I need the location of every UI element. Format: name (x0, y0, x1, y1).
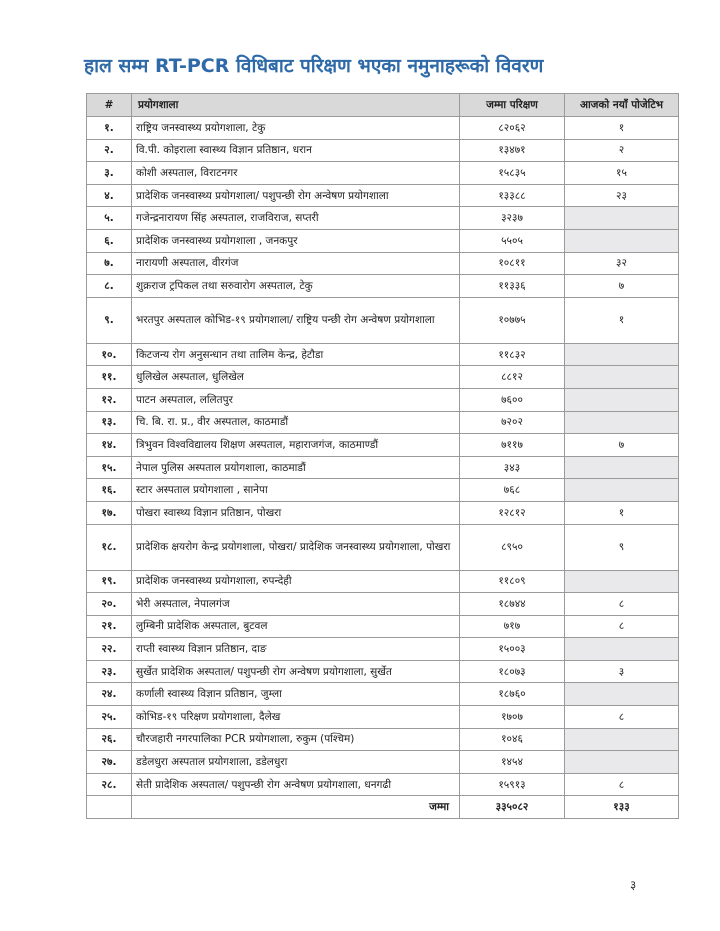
row-laboratory: भेरी अस्पताल, नेपालगंज (132, 593, 460, 616)
row-total-tests: १७०७ (460, 706, 565, 729)
row-number: १७. (87, 501, 132, 524)
row-new-positive: २३ (565, 184, 679, 207)
row-number: १०. (87, 343, 132, 366)
row-laboratory: प्रादेशिक जनस्वास्थ्य प्रयोगशाला, रुपन्देही (132, 570, 460, 593)
row-laboratory: धुलिखेल अस्पताल, धुलिखेल (132, 366, 460, 389)
row-total-tests: १०७७५ (460, 297, 565, 343)
row-total-tests: १०८११ (460, 252, 565, 275)
row-number: २४. (87, 683, 132, 706)
row-total-tests: १५८३५ (460, 162, 565, 185)
row-total-tests: ७६०० (460, 388, 565, 411)
row-total-tests: ७११७ (460, 434, 565, 457)
row-total-tests: ८९५० (460, 524, 565, 570)
row-new-positive (565, 343, 679, 366)
table-row (87, 252, 679, 275)
row-new-positive: ७ (565, 434, 679, 457)
row-total-tests: १५९१३ (460, 773, 565, 796)
row-laboratory: गजेन्द्रनारायण सिंह अस्पताल, राजविराज, सप्तरी (132, 207, 460, 230)
row-laboratory: कर्णाली स्वास्थ्य विज्ञान प्रतिष्ठान, जुम्ला (132, 683, 460, 706)
row-number: २३. (87, 660, 132, 683)
row-laboratory: पोखरा स्वास्थ्य विज्ञान प्रतिष्ठान, पोखरा (132, 501, 460, 524)
row-number: २०. (87, 593, 132, 616)
row-new-positive: ३२ (565, 252, 679, 275)
row-total-tests: ७२०२ (460, 411, 565, 434)
row-number: ७. (87, 252, 132, 275)
row-number: २७. (87, 751, 132, 774)
row-number: २१. (87, 615, 132, 638)
page-title: हाल सम्म RT-PCR विधिबाट परिक्षण भएका नमुनाहरूको विवरण (84, 55, 544, 77)
row-laboratory: प्रादेशिक जनस्वास्थ्य प्रयोगशाला/ पशुपन्छी रोग अन्वेषण प्रयोगशाला (132, 184, 460, 207)
row-number: २. (87, 139, 132, 162)
row-total-tests: १३३८८ (460, 184, 565, 207)
row-new-positive: ८ (565, 615, 679, 638)
row-new-positive (565, 683, 679, 706)
table-row (87, 275, 679, 298)
table-header-row (87, 94, 679, 117)
table-row (87, 162, 679, 185)
row-new-positive (565, 728, 679, 751)
row-new-positive (565, 751, 679, 774)
total-positive-sum: १३३ (565, 796, 679, 819)
row-new-positive (565, 207, 679, 230)
table-row (87, 343, 679, 366)
table-row (87, 570, 679, 593)
row-laboratory: प्रादेशिक जनस्वास्थ्य प्रयोगशाला , जनकपुर (132, 229, 460, 252)
row-total-tests: १८७४४ (460, 593, 565, 616)
row-new-positive: १ (565, 117, 679, 140)
row-total-tests: १२८१२ (460, 501, 565, 524)
page-number: ३ (630, 878, 637, 892)
row-laboratory: वि.पी. कोइराला स्वास्थ्य विज्ञान प्रतिष्ठान, धरान (132, 139, 460, 162)
row-new-positive (565, 638, 679, 661)
row-number: १६. (87, 479, 132, 502)
row-total-tests: ११८३२ (460, 343, 565, 366)
total-row (87, 796, 679, 819)
row-laboratory: चौरजहारी नगरपालिका PCR प्रयोगशाला, रुकुम (पश्चिम) (132, 728, 460, 751)
row-laboratory: कोभिड-१९ परिक्षण प्रयोगशाला, दैलेख (132, 706, 460, 729)
table-row (87, 411, 679, 434)
row-laboratory: पाटन अस्पताल, ललितपुर (132, 388, 460, 411)
row-number: २५. (87, 706, 132, 729)
row-total-tests: ७६८ (460, 479, 565, 502)
row-number: १९. (87, 570, 132, 593)
row-total-tests: १४५४ (460, 751, 565, 774)
table-row (87, 434, 679, 457)
total-label: जम्मा (132, 796, 460, 819)
row-new-positive: १ (565, 297, 679, 343)
row-number: १५. (87, 456, 132, 479)
header-new-positive: आजको नयाँ पोजेटिभ (565, 94, 679, 117)
table-row (87, 207, 679, 230)
total-tests-sum: ३३५०८२ (460, 796, 565, 819)
row-new-positive: ८ (565, 593, 679, 616)
table-row (87, 728, 679, 751)
row-number: १२. (87, 388, 132, 411)
row-laboratory: प्रादेशिक क्षयरोग केन्द्र प्रयोगशाला, पोखरा/ प्रादेशिक जनस्वास्थ्य प्रयोगशाला, पोखरा (132, 524, 460, 570)
row-new-positive (565, 229, 679, 252)
table-row (87, 615, 679, 638)
table-row (87, 524, 679, 570)
row-laboratory: राप्ती स्वास्थ्य विज्ञान प्रतिष्ठान, दाङ (132, 638, 460, 661)
row-laboratory: किटजन्य रोग अनुसन्धान तथा तालिम केन्द्र, हेटौडा (132, 343, 460, 366)
table-row (87, 184, 679, 207)
table-row (87, 366, 679, 389)
total-row-blank (87, 796, 132, 819)
row-new-positive (565, 479, 679, 502)
row-laboratory: लुम्बिनी प्रादेशिक अस्पताल, बुटवल (132, 615, 460, 638)
row-number: १४. (87, 434, 132, 457)
row-new-positive (565, 411, 679, 434)
row-laboratory: सुर्खेत प्रादेशिक अस्पताल/ पशुपन्छी रोग अन्वेषण प्रयोगशाला, सुर्खेत (132, 660, 460, 683)
row-number: ९. (87, 297, 132, 343)
row-laboratory: राष्ट्रिय जनस्वास्थ्य प्रयोगशाला, टेकु (132, 117, 460, 140)
table-row (87, 501, 679, 524)
table-row (87, 456, 679, 479)
row-laboratory: त्रिभुवन विश्वविद्यालय शिक्षण अस्पताल, महाराजगंज, काठमाण्डौं (132, 434, 460, 457)
row-number: ५. (87, 207, 132, 230)
row-number: १८. (87, 524, 132, 570)
header-laboratory: प्रयोगशाला (132, 94, 460, 117)
row-laboratory: नारायणी अस्पताल, वीरगंज (132, 252, 460, 275)
row-total-tests: ३२३७ (460, 207, 565, 230)
row-total-tests: ५५०५ (460, 229, 565, 252)
table-row (87, 773, 679, 796)
table-row (87, 638, 679, 661)
table-row (87, 683, 679, 706)
row-number: २६. (87, 728, 132, 751)
row-total-tests: १८७६० (460, 683, 565, 706)
row-number: १. (87, 117, 132, 140)
row-laboratory: शुक्रराज ट्रपिकल तथा सरुवारोग अस्पताल, टेकु (132, 275, 460, 298)
row-total-tests: ८८१२ (460, 366, 565, 389)
row-total-tests: ३४३ (460, 456, 565, 479)
header-total-tests: जम्मा परिक्षण (460, 94, 565, 117)
row-new-positive (565, 570, 679, 593)
row-new-positive (565, 456, 679, 479)
table-row (87, 139, 679, 162)
row-number: ११. (87, 366, 132, 389)
row-laboratory: सेती प्रादेशिक अस्पताल/ पशुपन्छी रोग अन्वेषण प्रयोगशाला, धनगढी (132, 773, 460, 796)
lab-test-table (86, 93, 679, 819)
row-new-positive: २ (565, 139, 679, 162)
row-total-tests: १८०७३ (460, 660, 565, 683)
table-row (87, 751, 679, 774)
row-new-positive (565, 388, 679, 411)
row-number: ३. (87, 162, 132, 185)
row-laboratory: भरतपुर अस्पताल कोभिड-१९ प्रयोगशाला/ राष्ट्रिय पन्छी रोग अन्वेषण प्रयोगशाला (132, 297, 460, 343)
row-total-tests: १३४७१ (460, 139, 565, 162)
row-new-positive: ८ (565, 706, 679, 729)
row-number: ६. (87, 229, 132, 252)
row-total-tests: ११८०९ (460, 570, 565, 593)
row-laboratory: नेपाल पुलिस अस्पताल प्रयोगशाला, काठमाडौं (132, 456, 460, 479)
row-new-positive: ७ (565, 275, 679, 298)
table-row (87, 706, 679, 729)
row-total-tests: ७१७ (460, 615, 565, 638)
row-number: ८. (87, 275, 132, 298)
row-number: ४. (87, 184, 132, 207)
table-row (87, 229, 679, 252)
row-new-positive (565, 366, 679, 389)
row-number: २२. (87, 638, 132, 661)
row-laboratory: डडेलधुरा अस्पताल प्रयोगशाला, डडेलधुरा (132, 751, 460, 774)
table-row (87, 297, 679, 343)
header-number: # (87, 94, 132, 117)
row-new-positive: १ (565, 501, 679, 524)
row-new-positive: ३ (565, 660, 679, 683)
row-new-positive: ९ (565, 524, 679, 570)
row-total-tests: १५००३ (460, 638, 565, 661)
row-number: २८. (87, 773, 132, 796)
table-row (87, 388, 679, 411)
table-row (87, 593, 679, 616)
row-new-positive: १५ (565, 162, 679, 185)
row-laboratory: कोशी अस्पताल, विराटनगर (132, 162, 460, 185)
table-body (87, 117, 679, 796)
row-total-tests: ८२०६२ (460, 117, 565, 140)
row-number: १३. (87, 411, 132, 434)
row-laboratory: चि. बि. रा. प्र., वीर अस्पताल, काठमाडौं (132, 411, 460, 434)
row-laboratory: स्टार अस्पताल प्रयोगशाला , सानेपा (132, 479, 460, 502)
row-total-tests: १०४६ (460, 728, 565, 751)
row-total-tests: ११३३६ (460, 275, 565, 298)
table-row (87, 479, 679, 502)
row-new-positive: ८ (565, 773, 679, 796)
table-row (87, 117, 679, 140)
table-row (87, 660, 679, 683)
